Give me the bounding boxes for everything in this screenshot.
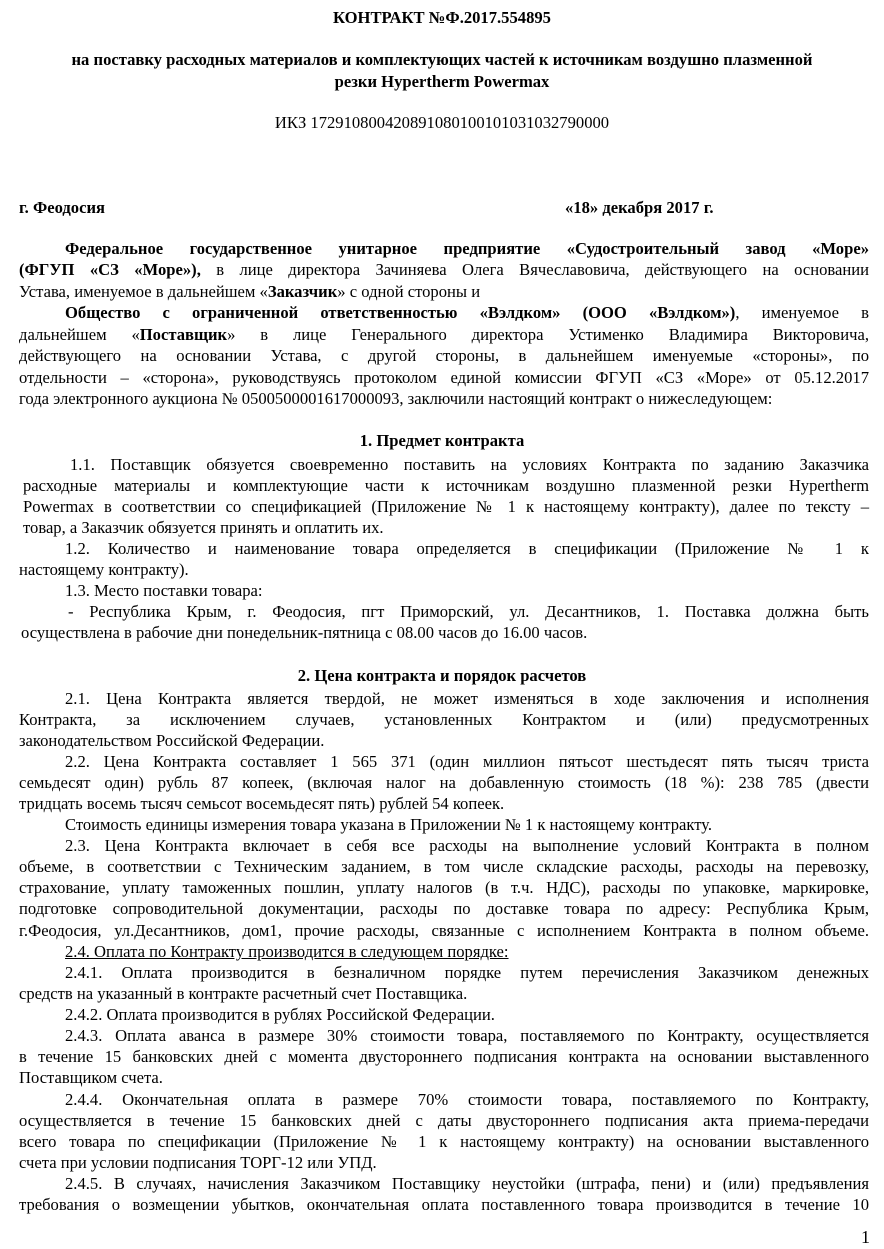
- parties-line: [19, 259, 869, 280]
- clause-2-4-2: 2.4.2. Оплата производится в рублях Российской Федерации.: [65, 1005, 495, 1024]
- clause-2-3: г.Феодосия, ул.Десантников, дом1, прочие расходы, связанные с исполнением Контракта в полном объеме.: [19, 921, 869, 940]
- section-2-heading: 2. Цена контракта и порядок расчетов: [297, 666, 587, 685]
- customer-name: Федеральное государственное унитарное предприятие «Судостроительный завод «Море»: [65, 239, 869, 258]
- customer-role: Заказчик: [267, 282, 338, 301]
- clause-2-4: 2.4. Оплата по Контракту производится в следующем порядке:: [65, 942, 509, 961]
- parties-line: года электронного аукциона № 0500500001617000093, заключили настоящий контракт о нижеследующем:: [19, 389, 773, 408]
- parties-text: , именуемое в: [735, 303, 869, 322]
- page-number: 1: [861, 1227, 870, 1247]
- contract-subtitle-line1: на поставку расходных материалов и комплектующих частей к источникам воздушно плазменной: [71, 50, 813, 69]
- unit-cost-note: Стоимость единицы измерения товара указана в Приложении № 1 к настоящему контракту.: [65, 815, 713, 834]
- clause-2-4-3: в течение 15 банковских дней с момента двустороннего подписания контракта на основании выставленного: [19, 1047, 869, 1066]
- clause-2-3: страхование, уплату таможенных пошлин, уплату налогов (в т.ч. НДС), расходы по упаковке, маркировке,: [19, 878, 869, 897]
- clause-2-4-4: 2.4.4. Окончательная оплата в размере 70% стоимости товара, поставляемого по Контракту,: [65, 1090, 869, 1109]
- clause-2-2: тридцать восемь тысяч семьсот восемьдесят пять) рублей 54 копеек.: [19, 794, 505, 813]
- supplier-role: Поставщик: [139, 325, 228, 344]
- parties-line: [65, 238, 869, 259]
- clause-2-4-4: осуществляется в течение 15 банковских дней с даты двустороннего подписания акта приема-передачи: [19, 1111, 869, 1130]
- parties-text: дальнейшем «: [19, 325, 140, 344]
- clause-2-3: подготовке сопроводительной документации, расходы по доставке товара по адресу: Республика Крым,: [19, 899, 869, 918]
- supplier-name: Общество с ограниченной ответственностью «Вэлдком» (ООО «Вэлдком»): [65, 303, 736, 322]
- clause-2-4-4: всего товара по спецификации (Приложение № 1 к настоящему контракту) на основании выставленного: [19, 1132, 869, 1151]
- parties-line: отдельности – «сторона», руководствуясь протоколом единой комиссии ФГУП «СЗ «Море» от 05.12.2017: [19, 368, 869, 387]
- section-1-heading: 1. Предмет контракта: [359, 431, 525, 450]
- contract-date: «18» декабря 2017 г.: [565, 198, 714, 217]
- clause-2-1: законодательством Российской Федерации.: [19, 731, 325, 750]
- parties-text: » с одной стороны и: [337, 282, 481, 301]
- clause-2-4-1: 2.4.1. Оплата производится в безналичном порядке путем перечисления Заказчиком денежных: [65, 963, 869, 982]
- customer-short-name: (ФГУП «СЗ «Море»),: [19, 260, 201, 279]
- contract-subtitle-line2: резки Hypertherm Powermax: [334, 72, 550, 91]
- clause-2-4-4: счета при условии подписания ТОРГ-12 или УПД.: [19, 1153, 377, 1172]
- parties-line: действующего на основании Устава, с другой стороны, в дальнейшем именуемые «стороны», по: [19, 346, 869, 365]
- clause-2-2: семьдесят один) рубль 87 копеек, (включая налог на добавленную стоимость (18 %): 238 785 (двести: [19, 773, 869, 792]
- parties-line: [65, 302, 869, 323]
- clause-2-4-1: средств на указанный в контракте расчетный счет Поставщика.: [19, 984, 468, 1003]
- ikz-code: ИКЗ 172910800420891080100101031032790000: [274, 113, 610, 132]
- clause-1-1: Powermax в соответствии со спецификацией (Приложение № 1 к настоящему контракту), далее по тексту –: [23, 497, 869, 516]
- delivery-address: осуществлена в рабочие дни понедельник-пятница с 08.00 часов до 16.00 часов.: [21, 623, 588, 642]
- clause-2-4-5: 2.4.5. В случаях, начисления Заказчиком Поставщику неустойки (штрафа, пени) и (или) предъявления: [65, 1174, 869, 1193]
- clause-2-3: объеме, в соответствии с Техническим заданием, в том числе складские расходы, расходы на перевозку,: [19, 857, 869, 876]
- clause-2-1: 2.1. Цена Контракта является твердой, не может изменяться в ходе заключения и исполнения: [65, 689, 869, 708]
- clause-1-1: 1.1. Поставщик обязуется своевременно поставить на условиях Контракта по заданию Заказчика: [70, 455, 869, 474]
- clause-2-4-5: требования о возмещении убытков, окончательная оплата поставленного товара производится в течение 10: [19, 1195, 869, 1214]
- clause-2-4-3: Поставщиком счета.: [19, 1068, 163, 1087]
- parties-text: Устава, именуемое в дальнейшем «: [19, 282, 268, 301]
- clause-2-3: 2.3. Цена Контракта включает в себя все расходы на выполнение условий Контракта в полном: [65, 836, 869, 855]
- parties-line: [19, 281, 869, 302]
- clause-1-2: 1.2. Количество и наименование товара определяется в спецификации (Приложение № 1 к: [65, 539, 869, 558]
- clause-2-1: Контракта, за исключением случаев, установленных Контрактом и (или) предусмотренных: [19, 710, 869, 729]
- contract-title: КОНТРАКТ №Ф.2017.554895: [333, 8, 551, 27]
- clause-2-4-line: [65, 941, 869, 962]
- clause-1-1: товар, а Заказчик обязуется принять и оплатить их.: [23, 518, 384, 537]
- parties-text: » в лице Генерального директора Устименко Владимира Викторовича,: [227, 325, 869, 344]
- clause-2-2: 2.2. Цена Контракта составляет 1 565 371 (один миллион пятьсот шестьдесят пять тысяч триста: [65, 752, 869, 771]
- city: г. Феодосия: [19, 198, 105, 217]
- clause-1-2: настоящему контракту).: [19, 560, 189, 579]
- clause-1-3: 1.3. Место поставки товара:: [65, 581, 263, 600]
- parties-line: [19, 324, 869, 345]
- delivery-address: - Республика Крым, г. Феодосия, пгт Приморский, ул. Десантников, 1. Поставка должна быть: [68, 602, 869, 621]
- clause-1-1: расходные материалы и комплектующие части к источникам воздушно плазменной резки Hypertherm: [23, 476, 869, 495]
- clause-2-4-3: 2.4.3. Оплата аванса в размере 30% стоимости товара, поставляемого по Контракту, осуществляется: [65, 1026, 869, 1045]
- parties-text: в лице директора Зачиняева Олега Вячеславовича, действующего на основании: [200, 260, 869, 279]
